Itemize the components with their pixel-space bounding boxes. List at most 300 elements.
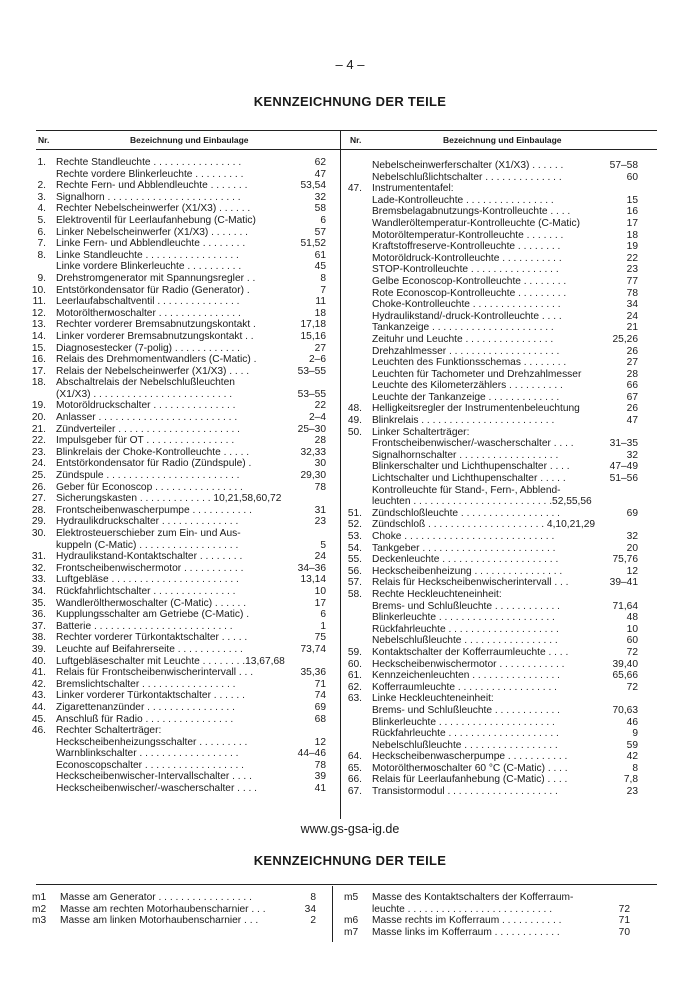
item-number: 16.	[31, 354, 46, 366]
list-item	[32, 904, 316, 916]
list-item	[340, 288, 638, 300]
list-item	[24, 227, 326, 239]
item-number: 50.	[347, 426, 362, 438]
item-description: leuchten . . . . . . . . . . . . . . . . . . . . . . . . .52,55,56	[372, 496, 592, 508]
item-reference: 47	[626, 415, 638, 427]
item-reference: 53–55	[297, 388, 326, 400]
item-description: Kraftstoffreserve-Kontrolleuchte . . . . . . . .	[372, 241, 561, 253]
item-description: Rechte Fern- und Abblendleuchte . . . . . . .	[56, 180, 248, 192]
item-description: Kofferraumleuchte . . . . . . . . . . . . . . . . . .	[372, 681, 557, 693]
item-description: Relais des Drehmomentwandlers (C-Matic) .	[56, 354, 257, 366]
item-description: Abschaltrelais der Nebelschlußleuchten	[56, 377, 235, 389]
item-description: Masse links im Kofferraum . . . . . . . . . . . .	[372, 926, 560, 938]
item-description: Relais für Heckscheibenwischerintervall . . .	[372, 577, 569, 589]
item-description: Nebelschlußleuchte . . . . . . . . . . . . . . . . .	[372, 635, 558, 647]
item-number: 47.	[347, 183, 362, 195]
item-description: Motoröltherмоschalter 60 °C (C-Matic) . . . .	[372, 762, 568, 774]
item-reference: 24	[314, 551, 326, 563]
item-description: Relais für Leerlaufanhebung (C-Matic) . . . .	[372, 774, 568, 786]
list-item	[340, 334, 638, 346]
item-number: 21.	[31, 423, 46, 435]
item-number: m2	[32, 903, 47, 915]
list-item	[24, 783, 326, 795]
item-number: 54.	[347, 542, 362, 554]
item-description: Signalhorn . . . . . . . . . . . . . . . . . . . . . . . .	[56, 191, 241, 203]
item-description: Hydraulikstand-Kontaktschalter . . . . . . . .	[56, 551, 243, 563]
item-reference: 5	[320, 539, 326, 551]
item-number: 25.	[31, 470, 46, 482]
list-item	[340, 299, 638, 311]
list-item	[340, 670, 638, 682]
item-description: Nebelschlußleuchte . . . . . . . . . . . . . . . . .	[372, 739, 558, 751]
item-number: 52.	[347, 519, 362, 531]
item-reference: 15	[626, 194, 638, 206]
item-description: Rückfahrleuchte . . . . . . . . . . . . . . . . . . . .	[372, 623, 559, 635]
item-number: 41.	[31, 667, 46, 679]
item-reference: 42	[626, 751, 638, 763]
list-item	[24, 319, 326, 331]
list-item	[340, 589, 638, 601]
item-number: 38.	[31, 632, 46, 644]
item-number: 35.	[31, 597, 46, 609]
list-item	[24, 667, 326, 679]
list-item	[24, 435, 326, 447]
item-reference: 7	[320, 284, 326, 296]
item-number: 15.	[31, 342, 46, 354]
item-description: Masse am rechten Motorhaubenscharnier . . .	[60, 903, 266, 915]
item-description: Motoröldruck-Kontrolleuchte . . . . . . . . . . .	[372, 252, 562, 264]
item-number: 11.	[32, 296, 46, 308]
item-number: 45.	[31, 713, 46, 725]
item-reference: 39–41	[609, 577, 638, 589]
item-description: Instrumententafel:	[372, 183, 454, 195]
item-description: kuppeln (C-Matic) . . . . . . . . . . . . . . . . . .	[56, 539, 239, 551]
list-item	[340, 705, 638, 717]
list-item	[340, 183, 638, 195]
item-reference: 32	[626, 531, 638, 542]
list-item	[24, 458, 326, 470]
item-description: Drehzahlmesser . . . . . . . . . . . . . . . . . . . .	[372, 345, 560, 357]
list-item	[24, 377, 326, 389]
list-item	[24, 702, 326, 714]
list-item	[24, 215, 326, 227]
list-item	[340, 311, 638, 323]
list-item	[24, 632, 326, 644]
list-item	[24, 771, 326, 783]
item-number: 28.	[31, 504, 46, 516]
item-number: 46.	[31, 725, 46, 737]
item-reference: 10	[314, 585, 326, 597]
item-description: Heckscheibenheizungsschalter . . . . . . . . .	[56, 736, 248, 748]
left-parts-list	[24, 157, 326, 795]
item-number: 44.	[31, 701, 46, 713]
item-description: Zündverteiler . . . . . . . . . . . . . . . . . . . . . .	[56, 423, 240, 435]
item-reference: 16	[626, 206, 638, 218]
item-description: STOP-Kontrolleuchte . . . . . . . . . . . . . . . .	[372, 264, 559, 276]
list-item	[24, 343, 326, 355]
item-description: Blinkrelais . . . . . . . . . . . . . . . . . . . . . . . .	[372, 415, 555, 427]
item-description: Entstörkondensator für Radio (Zündspule) .	[56, 458, 252, 470]
item-number: 37.	[31, 620, 46, 632]
item-reference: 73,74	[300, 643, 326, 655]
item-reference: 75,76	[612, 554, 638, 566]
list-item	[344, 892, 630, 904]
list-item	[340, 612, 638, 624]
item-reference: 71	[314, 678, 326, 690]
item-reference: 17	[626, 217, 638, 229]
item-reference: 58	[314, 203, 326, 215]
item-number: 26.	[31, 481, 46, 493]
list-item	[24, 540, 326, 552]
item-description: Kontaktschalter der Kofferraumleuchte . . . .	[372, 646, 569, 658]
item-description: Leuchte des Kilometerzählers . . . . . . . . . .	[372, 380, 563, 392]
item-reference: 78	[626, 287, 638, 299]
item-number: 43.	[31, 690, 46, 702]
item-number: 49.	[347, 415, 362, 427]
item-description: Bremslichtschalter . . . . . . . . . . . . . . . . .	[56, 678, 236, 690]
item-number: m6	[344, 915, 359, 927]
item-number: 2.	[37, 180, 46, 192]
item-number: 9.	[37, 272, 46, 284]
item-reference: 28	[626, 368, 638, 380]
item-description: Leuchte auf Beifahrerseite . . . . . . . . . . . .	[56, 643, 243, 655]
list-item	[24, 725, 326, 737]
list-item	[340, 450, 638, 462]
item-reference: 59	[626, 739, 638, 751]
item-reference: 6	[320, 214, 326, 226]
item-description: Anschluß für Radio . . . . . . . . . . . . . . . .	[56, 713, 234, 725]
item-description: Warnblinkschalter . . . . . . . . . . . . . . . . . .	[56, 748, 239, 760]
item-description: Blinkerleuchte . . . . . . . . . . . . . . . . . . . . .	[372, 612, 555, 624]
list-item	[340, 438, 638, 450]
item-description: Gelbe Econoscop-Kontrolleuchte . . . . . . . .	[372, 275, 567, 287]
bottom-right-list	[344, 892, 630, 938]
item-reference: 12	[314, 736, 326, 748]
item-description: Blinkrelais der Choke-Kontrolleuchte . . . . .	[56, 446, 250, 458]
item-reference: 6	[320, 609, 326, 621]
item-number: 23.	[31, 446, 46, 458]
item-description: Helligkeitsregler der Instrumentenbeleuchtung	[372, 403, 580, 415]
item-reference: 61	[314, 249, 326, 261]
item-reference: 51–56	[609, 473, 638, 485]
list-item	[24, 412, 326, 424]
item-description: Diagnosestecker (7-polig) . . . . . . . . . . . .	[56, 342, 241, 354]
item-number: 60.	[347, 658, 362, 670]
list-item	[24, 273, 326, 285]
item-number: 59.	[347, 646, 362, 658]
item-reference: 31–35	[609, 438, 638, 450]
list-item	[340, 763, 638, 775]
item-description: Hydraulikstand/-druck-Kontrolleuchte . . . .	[372, 310, 562, 322]
item-number: 57.	[347, 577, 362, 589]
item-number: 29.	[31, 516, 46, 528]
item-description: Rechter vorderer Türkontaktschalter . . . . .	[56, 632, 248, 644]
list-item	[24, 598, 326, 610]
item-description: Frontscheibenwischermotor . . . . . . . . . . .	[56, 562, 244, 574]
list-item	[340, 496, 638, 508]
item-reference: 45	[314, 261, 326, 273]
item-reference: 70,63	[612, 704, 638, 716]
item-description: Wandleröltherмоschalter (C-Matic) . . . . . .	[56, 597, 247, 609]
item-reference: 51,52	[300, 238, 326, 250]
item-number: 31.	[31, 551, 46, 563]
item-description: Rückfahrlichtschalter . . . . . . . . . . . . . . .	[56, 585, 236, 597]
item-reference: 27	[314, 342, 326, 354]
item-reference: 62	[314, 157, 326, 168]
item-description: Frontscheibenwascherpumpe . . . . . . . . . . .	[56, 504, 252, 516]
left-col-nr-header: Nr.	[38, 135, 50, 145]
list-item	[340, 346, 638, 358]
list-item	[340, 172, 638, 184]
item-description: Econoscopschalter . . . . . . . . . . . . . . . . . .	[56, 759, 244, 771]
item-description: Lichtschalter und Lichthupenschalter . . . . .	[372, 473, 566, 485]
item-reference: 29,30	[300, 470, 326, 482]
list-item	[24, 516, 326, 528]
item-number: 8.	[37, 249, 46, 261]
item-description: Linke Fern- und Abblendleuchte . . . . . . . .	[56, 238, 246, 250]
item-reference: 25,26	[612, 333, 638, 345]
list-item	[340, 635, 638, 647]
list-item	[340, 751, 638, 763]
list-item	[340, 740, 638, 752]
item-description: Frontscheibenwischer/-wascherschalter . . . .	[372, 438, 574, 450]
item-number: 13.	[31, 319, 46, 331]
list-item	[340, 473, 638, 485]
list-item	[344, 927, 630, 939]
item-number: 64.	[347, 751, 362, 763]
item-description: Zündschloßleuchte . . . . . . . . . . . . . . . . . .	[372, 507, 560, 519]
item-description: Nebelscheinwerferschalter (X1/X3) . . . . . .	[372, 160, 564, 171]
item-description: Blinkerschalter und Lichthupenschalter . . . .	[372, 461, 570, 473]
item-reference: 31	[314, 504, 326, 516]
item-description: Rückfahrleuchte . . . . . . . . . . . . . . . . . . . .	[372, 728, 559, 740]
list-item	[340, 693, 638, 705]
list-item	[24, 366, 326, 378]
list-item	[24, 748, 326, 760]
item-number: 27.	[31, 493, 46, 505]
item-description: Rechte Standleuchte . . . . . . . . . . . . . . . .	[56, 157, 242, 168]
list-item	[340, 253, 638, 265]
item-reference: 39	[314, 771, 326, 783]
list-item	[340, 195, 638, 207]
item-number: 5.	[37, 214, 46, 226]
list-item	[24, 656, 326, 668]
item-description: Anlasser . . . . . . . . . . . . . . . . . . . . . . . . .	[56, 412, 238, 424]
list-item	[24, 261, 326, 273]
list-item	[340, 264, 638, 276]
item-description: Rechter vorderer Bremsabnutzungskontakt .	[56, 319, 256, 331]
list-item	[340, 392, 638, 404]
list-item	[340, 774, 638, 786]
item-reference: 39,40	[612, 658, 638, 670]
item-reference: 12	[626, 565, 638, 577]
item-number: m5	[344, 892, 359, 903]
item-description: Linker vorderer Türkontaktschalter . . . . . .	[56, 690, 245, 702]
item-reference: 28	[314, 435, 326, 447]
item-reference: 72	[626, 646, 638, 658]
item-number: 42.	[31, 678, 46, 690]
item-description: Tankgeber . . . . . . . . . . . . . . . . . . . . . . . .	[372, 542, 556, 554]
item-description: Wandleröltemperatur-Kontrolleuchte (C-Matic)	[372, 217, 580, 229]
item-description: Leuchten für Tachometer und Drehzahlmesser	[372, 368, 582, 380]
item-reference: 20	[626, 542, 638, 554]
item-description: Elektroventil für Leerlaufanhebung (C-Matic)	[56, 214, 256, 226]
list-item	[340, 519, 638, 531]
item-number: 34.	[31, 585, 46, 597]
list-item	[24, 714, 326, 726]
item-reference: 22	[626, 252, 638, 264]
item-reference: 75	[314, 632, 326, 644]
item-description: Elektrosteuerschieber zum Ein- und Aus-	[56, 528, 241, 539]
list-item	[340, 369, 638, 381]
item-reference: 11	[315, 296, 326, 308]
item-description: Nebelschlußlichtschalter . . . . . . . . . . . . . .	[372, 171, 562, 183]
item-number: 67.	[347, 786, 362, 798]
item-reference: 57	[314, 226, 326, 238]
list-item	[340, 485, 638, 497]
item-number: 58.	[347, 588, 362, 600]
item-reference: 68	[314, 713, 326, 725]
list-item	[24, 586, 326, 598]
item-description: Heckscheibenheizung . . . . . . . . . . . . . . . .	[372, 565, 563, 577]
item-reference: 24	[626, 310, 638, 322]
item-description: Masse rechts im Kofferraum . . . . . . . . . . .	[372, 915, 562, 927]
list-item	[340, 206, 638, 218]
item-reference: 26	[626, 345, 638, 357]
list-item	[24, 157, 326, 169]
item-description: Entstörkondensator für Radio (Generator) .	[56, 284, 250, 296]
item-description: Brems- und Schlußleuchte . . . . . . . . . . . .	[372, 704, 560, 716]
list-item	[340, 322, 638, 334]
item-number: 30.	[31, 528, 46, 539]
list-item	[340, 276, 638, 288]
item-description: Geber für Econoscop . . . . . . . . . . . . . . . .	[56, 481, 243, 493]
list-item	[24, 192, 326, 204]
list-item	[24, 400, 326, 412]
item-description: Heckscheibenwischer/-wascherschalter . . . .	[56, 783, 257, 795]
item-reference: 34	[626, 299, 638, 311]
item-number: m3	[32, 915, 47, 927]
list-item	[340, 160, 638, 172]
item-number: 17.	[31, 365, 46, 377]
item-reference: 41	[314, 783, 326, 795]
list-item	[340, 218, 638, 230]
item-description: Leerlaufabschaltventil . . . . . . . . . . . . . . .	[56, 296, 240, 308]
list-item	[340, 531, 638, 543]
item-number: 20.	[31, 412, 46, 424]
page-title: KENNZEICHNUNG DER TEILE	[253, 94, 447, 109]
item-reference: 18	[314, 307, 326, 319]
item-description: Motoröldruckschalter . . . . . . . . . . . . . . .	[56, 400, 236, 412]
item-description: Leuchten des Funktionsschemas . . . . . . . .	[372, 357, 567, 369]
right-col-nr-header: Nr.	[350, 135, 362, 145]
item-number: 18.	[31, 377, 46, 389]
item-reference: 72	[626, 681, 638, 693]
item-description: Heckscheibenwischermotor . . . . . . . . . . . .	[372, 658, 565, 670]
item-description: Rechte vordere Blinkerleuchte . . . . . . . . .	[56, 168, 244, 180]
list-item	[340, 403, 638, 415]
item-number: 22.	[31, 435, 46, 447]
list-item	[340, 508, 638, 520]
list-item	[340, 728, 638, 740]
list-item	[24, 180, 326, 192]
list-item	[340, 577, 638, 589]
item-reference: 8	[632, 762, 638, 774]
item-description: Kontrolleuchte für Stand-, Fern-, Abblend-	[372, 484, 561, 496]
item-number: 39.	[31, 643, 46, 655]
item-description: Masse am linken Motorhaubenscharnier . . .	[60, 915, 259, 927]
list-item	[32, 892, 316, 904]
item-description: Masse am Generator . . . . . . . . . . . . . . . . .	[60, 892, 252, 903]
item-description: Linke Heckleuchteneinheit:	[372, 693, 494, 705]
item-description: Rechte Heckleuchteneinheit:	[372, 588, 502, 600]
item-number: 1.	[37, 157, 46, 168]
list-item	[24, 331, 326, 343]
item-description: Leuchte der Tankanzeige . . . . . . . . . . . . .	[372, 391, 560, 403]
item-reference: 48	[626, 612, 638, 624]
item-description: Linker vorderer Bremsabnutzungskontakt . .	[56, 330, 254, 342]
list-item	[340, 230, 638, 242]
list-item	[32, 915, 316, 927]
item-number: 65.	[347, 762, 362, 774]
list-item	[24, 760, 326, 772]
list-item	[340, 682, 638, 694]
list-item	[340, 647, 638, 659]
item-reference: 78	[314, 481, 326, 493]
list-item	[24, 250, 326, 262]
left-col-desc-header: Bezeichnung und Einbaulage	[130, 135, 249, 145]
item-reference: 47	[314, 168, 326, 180]
item-number: 62.	[347, 681, 362, 693]
item-reference: 10	[626, 623, 638, 635]
item-description: Deckenleuchte . . . . . . . . . . . . . . . . . . . . .	[372, 554, 559, 566]
item-number: 3.	[37, 191, 46, 203]
item-number: 14.	[31, 330, 46, 342]
list-item	[24, 308, 326, 320]
item-number: 48.	[347, 403, 362, 415]
item-number: 36.	[31, 609, 46, 621]
item-description: Relais der Nebelscheinwerfer (X1/X3) . . . .	[56, 365, 250, 377]
item-number: 19.	[31, 400, 46, 412]
item-description: Tankanzeige . . . . . . . . . . . . . . . . . . . . . .	[372, 322, 554, 334]
table-top-rule	[36, 130, 657, 131]
item-reference: 1	[320, 620, 326, 632]
item-reference: 21	[626, 322, 638, 334]
list-item	[340, 357, 638, 369]
list-item	[24, 447, 326, 459]
item-reference: 26	[626, 403, 638, 415]
item-reference: 71,64	[612, 600, 638, 612]
item-reference: 60	[626, 635, 638, 647]
list-item	[340, 380, 638, 392]
item-description: Zündspule . . . . . . . . . . . . . . . . . . . . . . . .	[56, 470, 240, 482]
item-description: Rechter Schalterträger:	[56, 725, 162, 737]
list-item	[344, 904, 630, 916]
list-item	[24, 354, 326, 366]
list-item	[24, 679, 326, 691]
item-reference: 32	[314, 191, 326, 203]
list-item	[24, 296, 326, 308]
right-col-desc-header: Bezeichnung und Einbaulage	[443, 135, 562, 145]
right-parts-list	[340, 160, 638, 798]
item-description: Hydraulikdruckschalter . . . . . . . . . . . . . .	[56, 516, 239, 528]
item-description: (X1/X3) . . . . . . . . . . . . . . . . . . . . . . . . .	[56, 388, 233, 400]
item-reference: 8	[320, 272, 326, 284]
item-reference: 13,14	[300, 574, 326, 586]
list-item	[24, 424, 326, 436]
list-item	[24, 482, 326, 494]
list-item	[24, 285, 326, 297]
